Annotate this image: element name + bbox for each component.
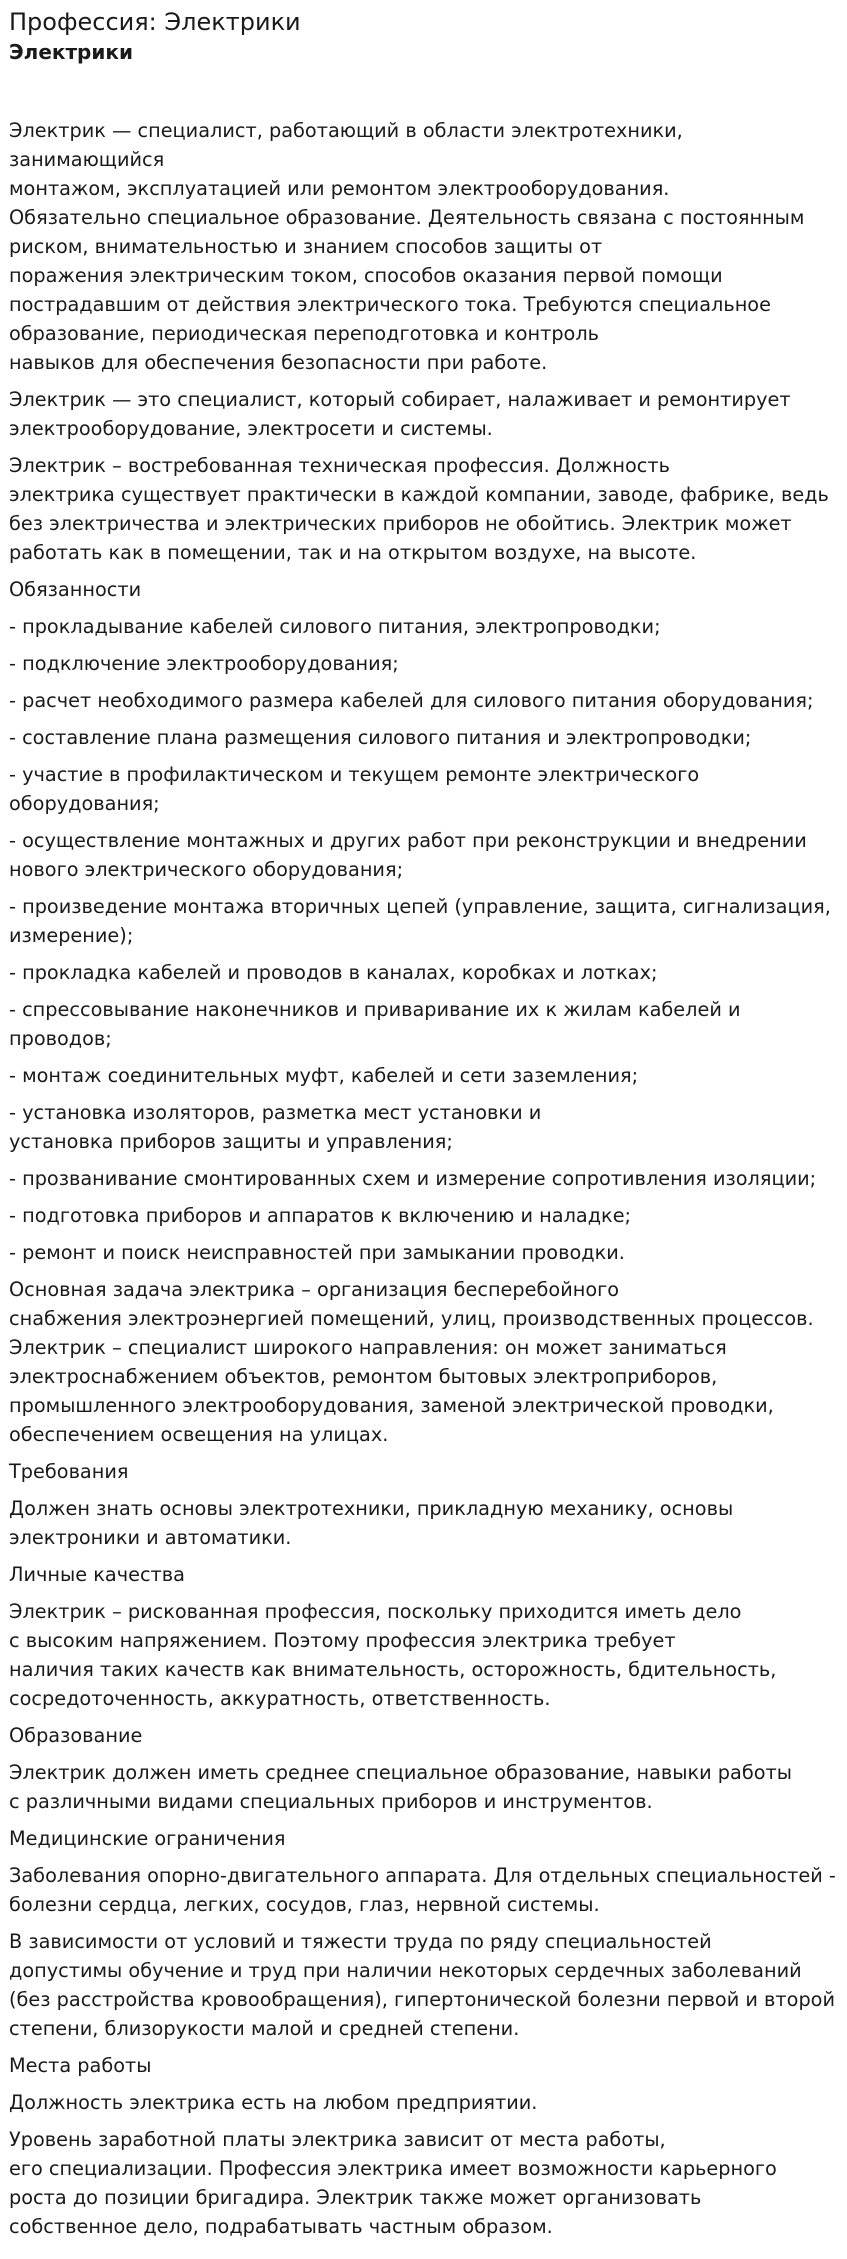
medical-paragraph-1: Заболевания опорно-двигательного аппарата. Для отдельных специальностей - болезни сердца, легких, сосудов, глаз, нервной системы. xyxy=(9,1864,836,1916)
requirements-heading: Требования xyxy=(9,1460,129,1483)
education-paragraph: Электрик должен иметь среднее специальное образование, навыки работы с различными видами специальных приборов и инструментов. xyxy=(9,1761,793,1813)
main-task-paragraph: Основная задача электрика – организация бесперебойного снабжения электроэнергией помещений, улиц, производственных процессов. Электрик – специалист широкого направления: он может заниматься электроснабжением объектов, ремонтом бытовых электроприборов, промышленного электрооборудования, заменой электрической проводки, обеспечением освещения на улицах. xyxy=(9,1278,814,1446)
qualities-paragraph: Электрик – рискованная профессия, поскольку приходится иметь дело с высоким напряжением. Поэтому профессия электрика требует наличия таких качеств как внимательность, осторожность, бдительность, сосредоточенность, аккуратность, ответственность. xyxy=(9,1600,777,1710)
duty-item: - прокладывание кабелей силового питания, электропроводки; xyxy=(9,615,661,638)
intro-paragraph-1: Электрик — специалист, работающий в области электротехники, занимающийся монтажом, эксплуатацией или ремонтом электрооборудования. Обязательно специальное образование. Деятельность связана с постоянным риском, внимательностью и знанием способов защиты от поражения электрическим током, способов оказания первой помощи пострадавшим от действия электрического тока. Требуются специальное образование, периодическая переподготовка и контроль навыков для обеспечения безопасности при работе. xyxy=(9,119,805,374)
duty-item: - установка изоляторов, разметка мест установки и установка приборов защиты и управления; xyxy=(9,1101,542,1153)
salary-paragraph: Уровень заработной платы электрика зависит от места работы, его специализации. Профессия электрика имеет возможности карьерного роста до позиции бригадира. Электрик также может организовать собственное дело, подрабатывать частным образом. xyxy=(9,2128,777,2238)
duty-item: - монтаж соединительных муфт, кабелей и сети заземления; xyxy=(9,1064,639,1087)
duty-item: - составление плана размещения силового питания и электропроводки; xyxy=(9,726,752,749)
workplaces-paragraph: Должность электрика есть на любом предприятии. xyxy=(9,2091,538,2114)
duty-item: - осуществление монтажных и других работ при реконструкции и внедрении нового электрического оборудования; xyxy=(9,829,807,881)
medical-paragraph-2: В зависимости от условий и тяжести труда по ряду специальностей допустимы обучение и труд при наличии некоторых сердечных заболеваний (без расстройства кровообращения), гипертонической болезни первой и второй степени, близорукости малой и средней степени. xyxy=(9,1930,836,2040)
medical-heading: Медицинские ограничения xyxy=(9,1827,286,1850)
requirements-paragraph: Должен знать основы электротехники, прикладную механику, основы электроники и автоматики. xyxy=(9,1497,734,1549)
intro-paragraph-2: Электрик — это специалист, который собирает, налаживает и ремонтирует электрооборудование, электросети и системы. xyxy=(9,388,791,440)
qualities-heading: Личные качества xyxy=(9,1563,185,1586)
duty-item: - ремонт и поиск неисправностей при замыкании проводки. xyxy=(9,1241,625,1264)
page-title: Профессия: Электрики xyxy=(9,8,301,36)
duty-item: - подключение электрооборудования; xyxy=(9,652,399,675)
intro-paragraph-3: Электрик – востребованная техническая профессия. Должность электрика существует практически в каждой компании, заводе, фабрике, ведь без электричества и электрических приборов не обойтись. Электрик может работать как в помещении, так и на открытом воздухе, на высоте. xyxy=(9,454,829,564)
duty-item: - прозванивание смонтированных схем и измерение сопротивления изоляции; xyxy=(9,1167,817,1190)
duty-item: - участие в профилактическом и текущем ремонте электрического оборудования; xyxy=(9,763,700,815)
duty-item: - прокладка кабелей и проводов в каналах, коробках и лотках; xyxy=(9,961,658,984)
duty-item: - спрессовывание наконечников и приваривание их к жилам кабелей и проводов; xyxy=(9,998,741,1050)
duties-heading: Обязанности xyxy=(9,578,142,601)
education-heading: Образование xyxy=(9,1724,143,1747)
duty-item: - произведение монтажа вторичных цепей (управление, защита, сигнализация, измерение); xyxy=(9,895,831,947)
section-title: Электрики xyxy=(9,40,133,64)
duty-item: - расчет необходимого размера кабелей для силового питания оборудования; xyxy=(9,689,814,712)
duty-item: - подготовка приборов и аппаратов к включению и наладке; xyxy=(9,1204,632,1227)
workplaces-heading: Места работы xyxy=(9,2054,152,2077)
